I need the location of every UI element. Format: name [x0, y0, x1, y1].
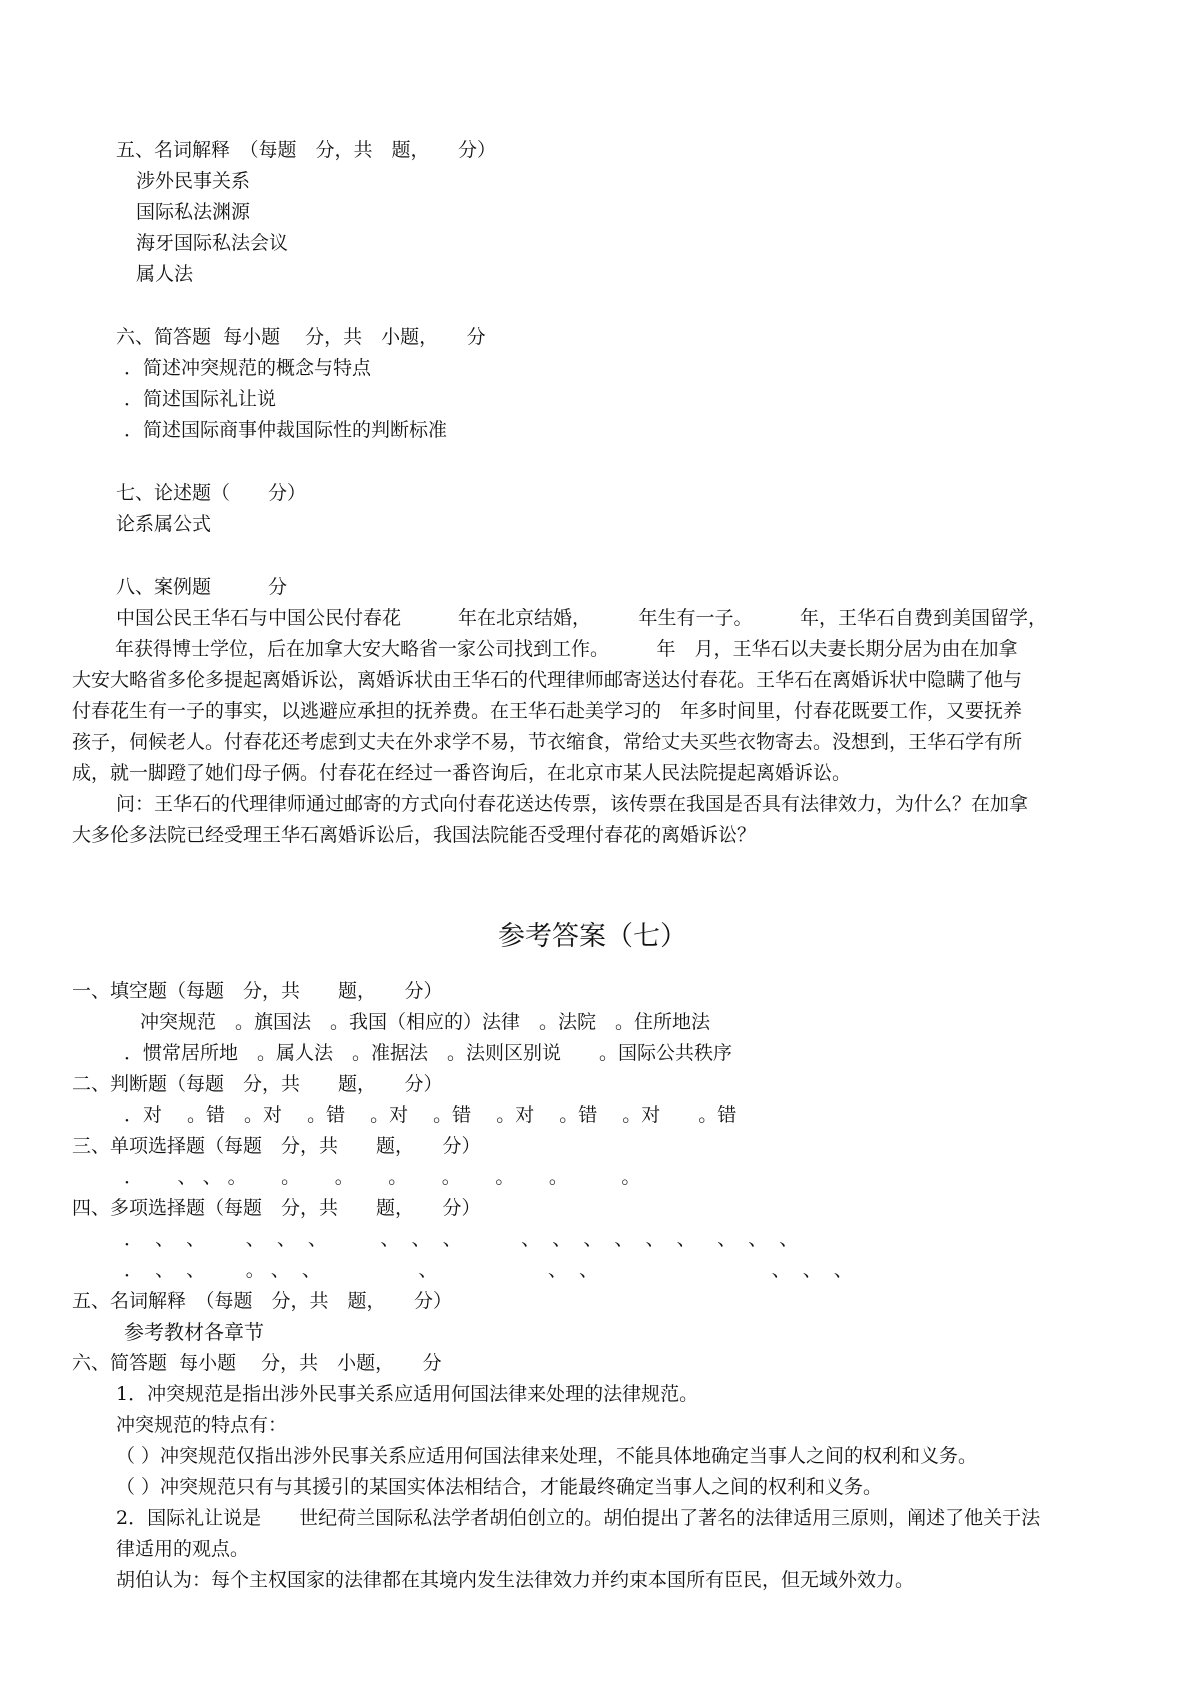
- answer-sec1-heading: 一、填空题（每题 分，共 题， 分）: [72, 980, 443, 1002]
- answer-text: 胡伯认为：每个主权国家的法律都在其境内发生法律效力并约束本国所有臣民，但无域外效力。: [116, 1569, 915, 1591]
- answer-line: ． 、 、 、 、 、 、 、 、 、 、 、 、 、 、 、 、 、: [124, 1228, 799, 1250]
- answer-text: （ ）冲突规范只有与其援引的某国实体法相结合，才能最终确定当事人之间的权利和义务。: [116, 1476, 883, 1498]
- term-item: 国际私法渊源: [136, 201, 251, 223]
- answer-text: 1．冲突规范是指出涉外民事关系应适用何国法律来处理的法律规范。: [116, 1383, 699, 1405]
- term-item: 涉外民事关系: [136, 170, 251, 192]
- question-item: ．简述冲突规范的概念与特点: [124, 357, 372, 379]
- question-item: ．简述国际商事仲裁国际性的判断标准: [124, 419, 448, 441]
- sec6-heading: 六、简答题 每小题 分，共 小题， 分: [116, 326, 486, 348]
- answer-text: 律适用的观点。: [116, 1538, 250, 1560]
- case-line: 大安大略省多伦多提起离婚诉讼，离婚诉状由王华石的代理律师邮寄送达付春花。王华石在离婚诉状中隐瞒了他与: [72, 669, 1023, 691]
- sec8-heading: 八、案例题 分: [116, 576, 288, 598]
- sec7-heading: 七、论述题（ 分）: [116, 482, 307, 504]
- term-item: 属人法: [136, 263, 194, 285]
- answer-line: 冲突规范 。旗国法 。我国（相应的）法律 。法院 。住所地法: [140, 1011, 711, 1033]
- case-line: 年获得博士学位，后在加拿大安大略省一家公司找到工作。 年 月，王华石以夫妻长期分居为由在加拿: [96, 638, 1018, 660]
- answer-text: 冲突规范的特点有：: [116, 1414, 288, 1436]
- sec5-heading: 五、名词解释 （每题 分，共 题， 分）: [116, 139, 497, 161]
- essay-item: 论系属公式: [116, 513, 212, 535]
- case-line: 中国公民王华石与中国公民付春花 年在北京结婚， 年生有一子。 年，王华石自费到美国留学，: [116, 607, 1048, 629]
- question-item: ．简述国际礼让说: [124, 388, 277, 410]
- case-line: 成，就一脚蹬了她们母子俩。付春花在经过一番咨询后，在北京市某人民法院提起离婚诉讼。: [72, 762, 852, 784]
- answer-text: 参考教材各章节: [124, 1320, 264, 1344]
- answer-sec5-heading: 五、名词解释 （每题 分，共 题， 分）: [72, 1290, 453, 1312]
- answer-line: ．对 。错 。对 。错 。对 。错 。对 。错 。对 。错: [124, 1104, 737, 1126]
- term-item: 海牙国际私法会议: [136, 232, 289, 254]
- answer-key-title: 参考答案（七）: [498, 921, 687, 952]
- question-line: 大多伦多法院已经受理王华石离婚诉讼后，我国法院能否受理付春花的离婚诉讼？: [72, 824, 757, 846]
- answer-sec6-heading: 六、简答题 每小题 分，共 小题， 分: [72, 1352, 442, 1374]
- answer-sec2-heading: 二、判断题（每题 分，共 题， 分）: [72, 1073, 443, 1095]
- answer-sec4-heading: 四、多项选择题（每题 分，共 题， 分）: [72, 1197, 481, 1219]
- answer-line: ．惯常居所地 。属人法 。准据法 。法则区别说 。国际公共秩序: [124, 1042, 733, 1064]
- answer-text: 2．国际礼让说是 世纪荷兰国际私法学者胡伯创立的。胡伯提出了著名的法律适用三原则，阐述了他关于法: [116, 1507, 1041, 1529]
- case-line: 孩子，伺候老人。付春花还考虑到丈夫在外求学不易，节衣缩食，常给丈夫买些衣物寄去。没想到，王华石学有所: [72, 731, 1023, 753]
- answer-text: （ ）冲突规范仅指出涉外民事关系应适用何国法律来处理，不能具体地确定当事人之间的权利和义务。: [116, 1445, 978, 1467]
- answer-sec3-heading: 三、单项选择题（每题 分，共 题， 分）: [72, 1135, 481, 1157]
- answer-line: ． 、 、 。 。 。 。 。 。 。 。: [124, 1166, 641, 1188]
- case-line: 付春花生有一子的事实，以逃避应承担的抚养费。在王华石赴美学习的 年多时间里，付春花既要工作，又要抚养: [72, 700, 1023, 722]
- question-line: 问：王华石的代理律师通过邮寄的方式向付春花送达传票，该传票在我国是否具有法律效力，为什么？在加拿: [116, 793, 1029, 815]
- answer-line: ． 、 、 。 、 、 、 、 、 、 、 、: [124, 1259, 853, 1281]
